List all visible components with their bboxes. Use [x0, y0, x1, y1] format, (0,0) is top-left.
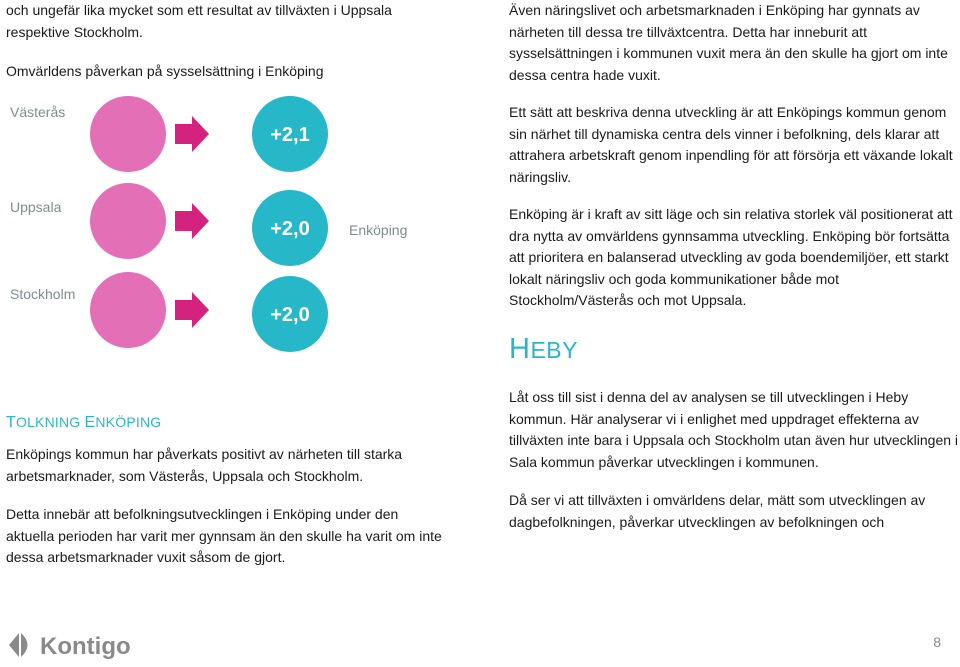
- origin-label-stockholm: Stockholm: [10, 286, 76, 302]
- kontigo-logo-graphic: [6, 628, 146, 662]
- right-paragraph-2: Ett sätt att beskriva denna utveckling är att Enköpings kommun genom sin närhet till dynamiska centra dels vinner i befolkning, dels klarar att attrahera arbetskraft genom inpendling för att försörja ett växande lokalt näringsliv.: [509, 104, 953, 185]
- right-para-5-wrap: [509, 490, 960, 533]
- section-heading-tolkning: [6, 412, 446, 434]
- figure-heading-wrap: [6, 61, 446, 83]
- right-paragraph-1: Även näringslivet och arbetsmarknaden i Enköping har gynnats av närheten till dessa tre tillväxtcentra. Detta har inneburit att sysselsättningen i kommunen vuxit mera än den skulle ha gjort om inte dessa centra hade vuxit.: [509, 2, 948, 83]
- left-para-1-wrap: [6, 444, 446, 487]
- right-para-2-wrap: [509, 102, 960, 188]
- intro-text-line-2: respektive Stockholm.: [6, 23, 143, 40]
- heading-rest-eby: EBY: [530, 337, 578, 363]
- right-paragraph-3: Enköping är i kraft av sitt läge och sin relativa storlek väl positionerat att dra nytta av omvärldens gynnsamma utveckling. Enköping bör fortsätta att prioritera en balanserad utveckling av goda boendemiljöer, ett starkt lokalt näringsliv och goda kommunikationer både mot Stockholm/Västerås och mot Uppsala.: [509, 206, 953, 308]
- right-para-3-wrap: [509, 204, 960, 312]
- right-paragraph-4: Låt oss till sist i denna del av analysen se till utvecklingen i Heby kommun. Här analyserar vi i enlighet med uppdraget effekterna av tillväxten inte bara i Uppsala och Stockholm utan även hur utvecklingen i Sala kommun påverkar utvecklingen i kommunen.: [509, 389, 959, 470]
- left-column: [6, 0, 446, 43]
- heading-initial-e: E: [84, 414, 96, 431]
- commuting-effect-figure: [0, 88, 440, 368]
- heading-rest-nkoping: NKÖPING: [95, 414, 162, 430]
- kontigo-logo: [6, 628, 146, 667]
- origin-label-vasteras: Västerås: [10, 104, 66, 120]
- right-para-4-wrap: [509, 387, 960, 473]
- right-para-1-wrap: [509, 0, 960, 86]
- arrow-right-icon: [175, 203, 209, 239]
- heading-initial-h: H: [509, 333, 531, 365]
- figure-heading: Omvärldens påverkan på sysselsättning i Enköping: [6, 63, 324, 79]
- heading-initial-t: T: [6, 414, 16, 431]
- page-number: 8: [933, 634, 941, 650]
- effect-value-vasteras: +2,1: [270, 124, 310, 146]
- right-paragraph-5: Då ser vi att tillväxten i omvärldens delar, mätt som utvecklingen av dagbefolkningen, påverkar utvecklingen av befolkningen och: [509, 492, 926, 530]
- origin-circle-vasteras: [90, 96, 166, 172]
- logo-mark-right-icon: [21, 633, 28, 657]
- target-label-enkoping: Enköping: [349, 222, 408, 238]
- origin-label-uppsala: Uppsala: [10, 199, 62, 215]
- section-heading-heby: [509, 330, 960, 369]
- left-para-2-wrap: [6, 504, 446, 569]
- arrow-right-icon: [175, 116, 209, 152]
- origin-circle-stockholm: [90, 272, 166, 348]
- effect-value-stockholm: +2,0: [270, 304, 310, 326]
- commuting-effect-graphic: [0, 88, 440, 368]
- heading-rest-olkning: OLKNING: [15, 414, 85, 430]
- left-paragraph-1: Enköpings kommun har påverkats positivt av närheten till starka arbetsmarknader, som Västerås, Uppsala och Stockholm.: [6, 446, 403, 484]
- logo-mark-left-icon: [9, 633, 19, 657]
- intro-text-line-1: och ungefär lika mycket som ett resultat av tillväxten i Uppsala: [6, 2, 392, 18]
- arrow-right-icon: [175, 292, 209, 328]
- logo-wordmark: Kontigo: [40, 633, 131, 660]
- left-paragraph-2: Detta innebär att befolkningsutvecklingen i Enköping under den aktuella perioden har varit mer gynnsam än den skulle ha varit om inte dessa arbetsmarknader vuxit såsom de gjort.: [6, 506, 442, 565]
- effect-value-uppsala: +2,0: [270, 218, 310, 240]
- origin-circle-uppsala: [90, 183, 166, 259]
